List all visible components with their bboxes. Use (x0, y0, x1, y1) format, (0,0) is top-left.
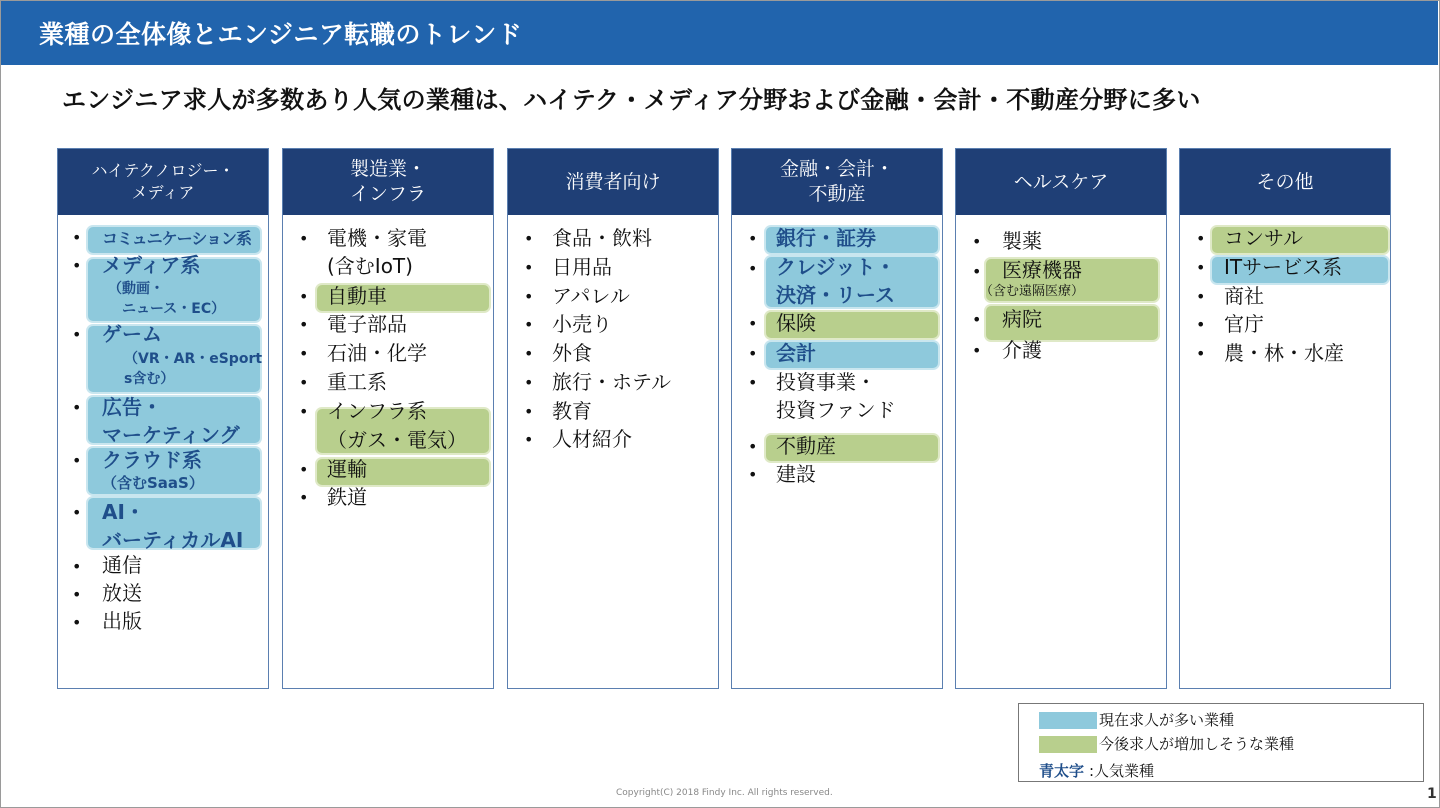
list-item: ゲーム (102, 322, 162, 346)
list-item: コミュニケーション系 (102, 229, 252, 248)
list-item: 電機・家電 (含むIoT) (327, 226, 427, 278)
headline: エンジニア求人が多数あり人気の業種は、ハイテク・メディア分野および金融・会計・不動産分野に多い (62, 86, 1201, 114)
list-item: 広告・ マーケティング (102, 395, 240, 447)
list-item: 建設 (776, 462, 816, 486)
column-header: 金融・会計・ 不動産 (732, 149, 942, 215)
column-header: 製造業・ インフラ (283, 149, 493, 215)
list-item: 介護 (1002, 338, 1042, 362)
copyright: Copyright(C) 2018 Findy Inc. All rights reserved. (616, 788, 833, 798)
column-manufacturing-infra: 製造業・ インフラ • 電機・家電 (含むIoT) • 自動車 • 電子部品 • 石油・化学 • 重工系 • インフラ系 （ガス・電気） • 運輸 • 鉄道 (282, 148, 494, 689)
list-item: 石油・化学 (327, 341, 427, 365)
list-item: 食品・飲料 (552, 226, 652, 250)
list-item: 人材紹介 (552, 427, 632, 451)
legend-label-current: 現在求人が多い業種 (1099, 711, 1235, 729)
list-item: 銀行・証券 (776, 226, 876, 250)
list-item: 製薬 (1002, 229, 1042, 253)
column-header: その他 (1180, 149, 1390, 215)
list-item: 運輸 (327, 457, 367, 481)
list-item: コンサル (1224, 226, 1303, 250)
list-item: 通信 (102, 553, 142, 577)
legend-swatch-future (1039, 736, 1097, 753)
list-item: インフラ系 （ガス・電気） (327, 399, 467, 452)
column-healthcare: ヘルスケア • 製薬 • 医療機器 （含む遠隔医療） • 病院 • 介護 (955, 148, 1167, 689)
list-item: 病院 (1002, 307, 1042, 331)
list-item: 鉄道 (327, 485, 367, 509)
list-item: クレジット・ 決済・リース (776, 255, 896, 307)
list-item: 商社 (1224, 284, 1264, 308)
list-item-note: （VR・AR・eSport s含む） (124, 351, 263, 387)
list-item: 官庁 (1224, 312, 1264, 336)
list-item: 旅行・ホテル (552, 370, 671, 394)
legend-bold-sample: 青太字 (1039, 762, 1085, 780)
column-hitech-media: ハイテクノロジー・ メディア • コミュニケーション系 • メディア系 （動画・ ニュース・EC） • ゲーム （VR・AR・eSport s含む） • 広告・ マーケティング • クラウド系 （含むSaaS） • AI・ バーティカルAI • 通信 • 放送 • 出版 (57, 148, 269, 689)
legend-swatch-current (1039, 712, 1097, 729)
list-item: 重工系 (327, 370, 387, 394)
list-item: 外食 (552, 341, 592, 365)
list-item: クラウド系 (102, 448, 202, 472)
column-header: 消費者向け (508, 149, 718, 215)
column-header: ヘルスケア (956, 149, 1166, 215)
legend (1018, 703, 1424, 782)
list-item: アパレル (552, 284, 630, 308)
column-header: ハイテクノロジー・ メディア (58, 149, 268, 215)
list-item: ITサービス系 (1224, 255, 1343, 279)
list-item: 保険 (776, 311, 816, 335)
page-number: 1 (1427, 786, 1437, 802)
column-consumer: 消費者向け • 食品・飲料 • 日用品 • アパレル • 小売り • 外食 • 旅行・ホテル • 教育 • 人材紹介 (507, 148, 719, 689)
list-item: 自動車 (327, 284, 387, 308)
list-item: 電子部品 (327, 312, 407, 336)
list-item: 不動産 (776, 434, 836, 458)
list-item: 教育 (552, 399, 592, 423)
legend-label-future: 今後求人が増加しそうな業種 (1099, 735, 1295, 753)
list-item: 農・林・水産 (1224, 341, 1344, 365)
list-item-note: （含むSaaS） (102, 474, 204, 492)
list-item: 放送 (102, 581, 142, 605)
list-item-note: （含む遠隔医療） (980, 284, 1085, 299)
list-item: 投資事業・ 投資ファンド (776, 370, 896, 422)
list-item: 出版 (102, 609, 142, 633)
list-item: 会計 (776, 341, 816, 365)
list-item: AI・ バーティカルAI (102, 500, 244, 552)
list-item: 日用品 (552, 255, 612, 279)
column-finance-realestate: 金融・会計・ 不動産 • 銀行・証券 • クレジット・ 決済・リース • 保険 • 会計 • 投資事業・ 投資ファンド • 不動産 • 建設 (731, 148, 943, 689)
list-item: 小売り (552, 312, 612, 336)
list-item: 医療機器 (1002, 258, 1082, 282)
list-item-note: （動画・ ニュース・EC） (108, 281, 226, 317)
slide-title: 業種の全体像とエンジニア転職のトレンド (39, 20, 523, 49)
title-bar (1, 1, 1438, 65)
legend-bold-desc: :人気業種 (1089, 762, 1155, 780)
list-item: メディア系 (102, 253, 201, 277)
column-others: その他 • コンサル • ITサービス系 • 商社 • 官庁 • 農・林・水産 (1179, 148, 1391, 689)
